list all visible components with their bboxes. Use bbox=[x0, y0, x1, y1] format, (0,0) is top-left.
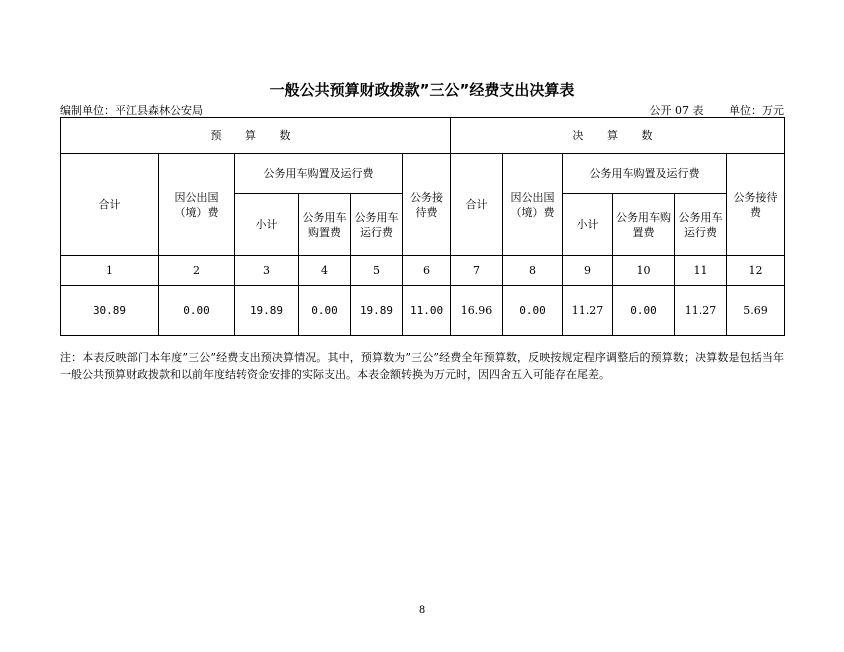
column-number: 1 bbox=[61, 256, 159, 286]
footnote: 注：本表反映部门本年度”三公”经费支出预决算情况。其中，预算数为”三公”经费全年预算数，反映按规定程序调整后的预算数；决算数是包括当年一般公共预算财政拨款和以前年度结转资金安排的实际支出。本表金额转换为万元时，因四舍五入可能存在尾差。 bbox=[60, 351, 784, 381]
value-cell: 11.27 bbox=[675, 286, 727, 336]
value-cell: 19.89 bbox=[235, 286, 299, 336]
value-cell: 0.00 bbox=[299, 286, 351, 336]
budget-vehicle-header: 公务用车购置及运行费 bbox=[235, 154, 403, 194]
value-cell: 5.69 bbox=[727, 286, 785, 336]
table-row bbox=[61, 286, 785, 336]
value-cell: 11.00 bbox=[403, 286, 451, 336]
column-number: 11 bbox=[675, 256, 727, 286]
budget-abroad-header: 因公出国（境）费 bbox=[159, 154, 235, 256]
value-cell: 0.00 bbox=[613, 286, 675, 336]
unit-label: 单位：万元 bbox=[729, 104, 784, 117]
column-number: 6 bbox=[403, 256, 451, 286]
expense-table bbox=[60, 117, 785, 336]
budget-purchase-header: 公务用车购置费 bbox=[299, 194, 351, 256]
value-cell: 30.89 bbox=[61, 286, 159, 336]
value-cell: 16.96 bbox=[451, 286, 503, 336]
column-number-row bbox=[61, 256, 785, 286]
final-reception-header: 公务接待费 bbox=[727, 154, 785, 256]
org-label: 编制单位：平江县森林公安局 bbox=[60, 104, 203, 117]
column-number: 3 bbox=[235, 256, 299, 286]
budget-header: 预 算 数 bbox=[61, 118, 451, 154]
value-cell: 19.89 bbox=[351, 286, 403, 336]
final-subtotal-header: 小计 bbox=[563, 194, 613, 256]
column-number: 10 bbox=[613, 256, 675, 286]
final-vehicle-header: 公务用车购置及运行费 bbox=[563, 154, 727, 194]
final-total-header: 合计 bbox=[451, 154, 503, 256]
final-header: 决 算 数 bbox=[451, 118, 785, 154]
table-meta bbox=[628, 102, 785, 118]
final-purchase-header: 公务用车购置费 bbox=[613, 194, 675, 256]
budget-operation-header: 公务用车运行费 bbox=[351, 194, 403, 256]
column-number: 12 bbox=[727, 256, 785, 286]
budget-subtotal-header: 小计 bbox=[235, 194, 299, 256]
table-code: 公开 07 表 bbox=[649, 104, 704, 117]
column-number: 4 bbox=[299, 256, 351, 286]
column-number: 7 bbox=[451, 256, 503, 286]
column-number: 2 bbox=[159, 256, 235, 286]
column-number: 9 bbox=[563, 256, 613, 286]
column-number: 8 bbox=[503, 256, 563, 286]
value-cell: 0.00 bbox=[159, 286, 235, 336]
budget-total-header: 合计 bbox=[61, 154, 159, 256]
value-cell: 11.27 bbox=[563, 286, 613, 336]
page-title: 一般公共预算财政拨款”三公”经费支出决算表 bbox=[269, 81, 575, 99]
final-operation-header: 公务用车运行费 bbox=[675, 194, 727, 256]
column-number: 5 bbox=[351, 256, 403, 286]
page-number: 8 bbox=[418, 605, 426, 616]
final-abroad-header: 因公出国（境）费 bbox=[503, 154, 563, 256]
budget-reception-header: 公务接待费 bbox=[403, 154, 451, 256]
value-cell: 0.00 bbox=[503, 286, 563, 336]
